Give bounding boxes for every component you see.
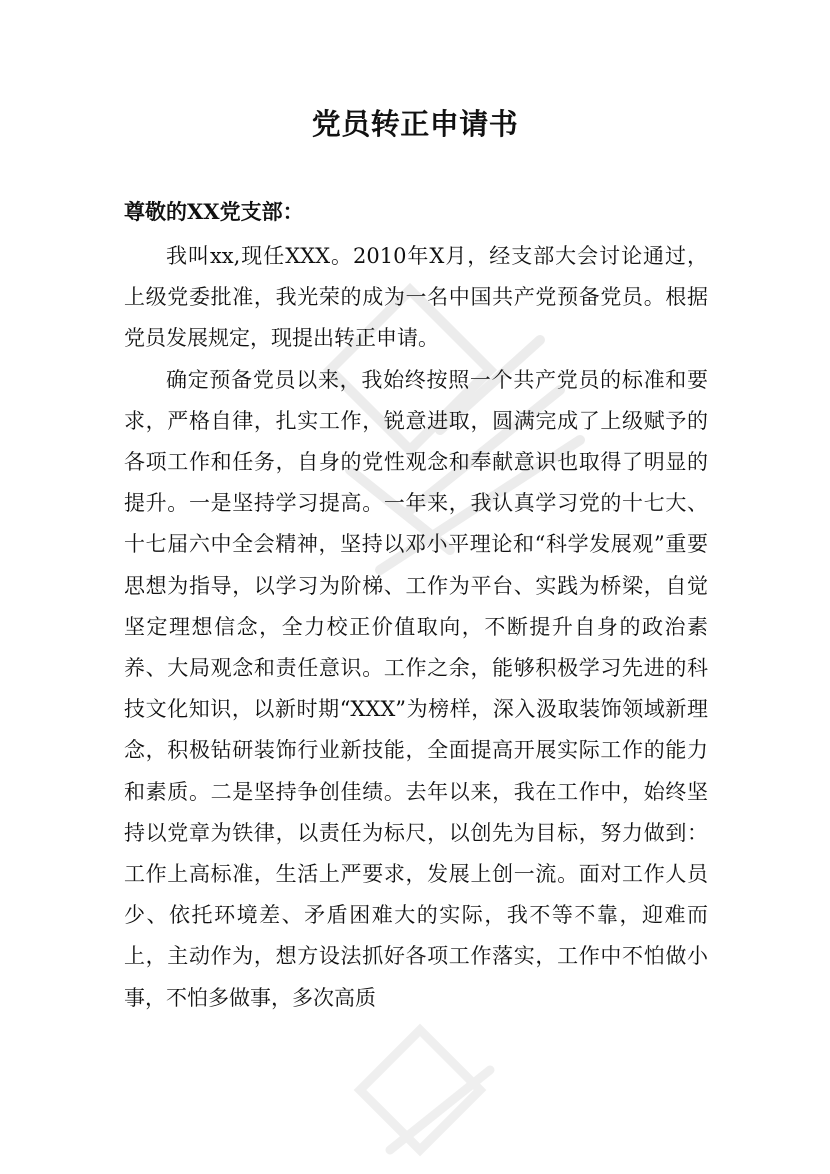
paragraph-1: 我叫xx,现任XXX。2010年X月，经支部大会讨论通过，上级党委批准，我光荣的成为一名中国共产党预备党员。根据党员发展规定，现提出转正申请。 xyxy=(124,244,708,351)
salutation: 尊敬的XX党支部： xyxy=(124,199,304,224)
page-title: 党员转正申请书 xyxy=(311,107,519,141)
watermark-icon xyxy=(330,1000,510,1174)
paragraph-2: 确定预备党员以来，我始终按照一个共产党员的标准和要求，严格自律，扎实工作，锐意进取，圆满完成了上级赋予的各项工作和任务，自身的党性观念和奉献意识也取得了明显的提升。一是坚持学习提高。一年来，我认真学习党的十七大、十七届六中全会精神，坚持以邓小平理论和“科学发展观”重要思想为指导，以学习为阶梯、工作为平台、实践为桥梁，自觉坚定理想信念，全力校正价值取向，不断提升自身的政治素养、大局观念和责任意识。工作之余，能够积极学习先进的科技文化知识，以新时期“XXX”为榜样，深入汲取装饰领域新理念，积极钻研装饰行业新技能，全面提高开展实际工作的能力和素质。二是坚持争创佳绩。去年以来，我在工作中，始终坚持以党章为铁律，以责任为标尺，以创先为目标，努力做到：工作上高标准，生活上严要求，发展上创一流。面对工作人员少、依托环境差、矛盾困难大的实际，我不等不靠，迎难而上，主动作为，想方设法抓好各项工作落实，工作中不怕做小事，不怕多做事，多次高质 xyxy=(124,367,708,1010)
document-body xyxy=(124,236,708,1019)
